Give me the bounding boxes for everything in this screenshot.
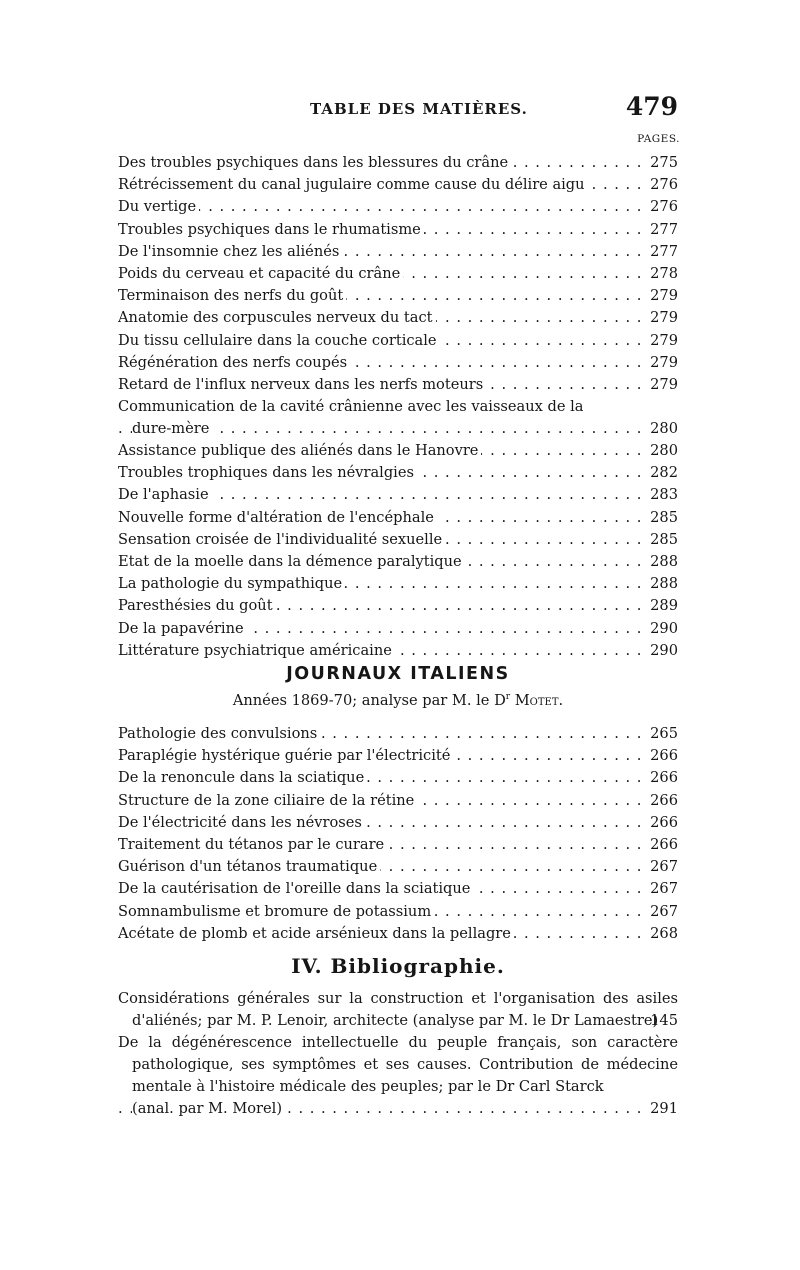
toc-entry-title: Rétrécissement du canal jugulaire comme cause du délire aigu <box>118 176 588 193</box>
toc-entry <box>118 263 678 285</box>
toc-entry <box>118 529 678 551</box>
toc-entry-title: Structure de la zone ciliaire de la rétine <box>118 792 417 809</box>
bibliography-entry-last-line <box>118 1098 678 1120</box>
toc-entry-page: 290 <box>646 618 678 640</box>
toc-entry <box>118 507 678 529</box>
toc-entry-page: 275 <box>646 152 678 174</box>
toc-entry-title: Troubles trophiques dans les névralgies <box>118 464 417 481</box>
toc-entry-title: Acétate de plomb et acide arsénieux dans la pellagre <box>118 925 514 942</box>
toc-entry <box>118 834 678 856</box>
toc-entry-page: 267 <box>646 878 678 900</box>
toc-entry-title: Terminaison des nerfs du goût <box>118 287 346 304</box>
toc-entry <box>118 618 678 640</box>
toc-entry <box>118 745 678 767</box>
toc-entry <box>118 595 678 617</box>
toc-entry-title: Assistance publique des aliénés dans le Hanovre <box>118 442 481 459</box>
bibliography-entry <box>118 1032 678 1098</box>
toc-entry-page: 266 <box>646 812 678 834</box>
toc-entry-page: 279 <box>646 352 678 374</box>
toc-entry-title: Du vertige <box>118 198 199 215</box>
bibliography-entry-page: 145 <box>660 1010 678 1032</box>
section-heading-journaux-italiens: JOURNAUX ITALIENS <box>286 664 510 684</box>
toc-entry-page: 288 <box>646 573 678 595</box>
toc-entry-page: 290 <box>646 640 678 662</box>
toc-entry-title: Somnambulisme et bromure de potassium <box>118 903 434 920</box>
toc-entry-title: De l'insomnie chez les aliénés <box>118 243 342 260</box>
subtitle-author: Motet. <box>514 692 564 709</box>
toc-entry-page: 280 <box>646 440 678 462</box>
bibliography-entry-text: De la dégénérescence intellectuelle du peuple français, son caractère pathologique, ses symptômes et ses causes. Contribution de médecine mentale à l'histoire médicale des peuples; par le Dr Carl Starck <box>118 1034 678 1095</box>
toc-entry-page: 277 <box>646 219 678 241</box>
toc-entry-page: 278 <box>646 263 678 285</box>
toc-entry-page: 279 <box>646 330 678 352</box>
toc-entry <box>118 484 678 506</box>
pages-column-label: PAGES. <box>637 133 680 145</box>
toc-entry-page: 277 <box>646 241 678 263</box>
toc-entry-title: De la renoncule dans la sciatique <box>118 769 367 786</box>
page-header <box>118 92 678 128</box>
page-number: 479 <box>625 92 678 121</box>
toc-entry-page: 267 <box>646 856 678 878</box>
toc-entry-page: 266 <box>646 834 678 856</box>
toc-entry <box>118 551 678 573</box>
table-of-contents-italian <box>118 723 678 945</box>
toc-entry-page: 276 <box>646 196 678 218</box>
toc-entry <box>118 790 678 812</box>
bibliography-heading: IV. Bibliographie. <box>291 954 505 978</box>
toc-entry-title-line2 <box>118 418 678 440</box>
toc-entry <box>118 196 678 218</box>
bibliography-entry <box>118 988 678 1032</box>
toc-entry-page: 276 <box>646 174 678 196</box>
toc-entry <box>118 878 678 900</box>
toc-entry-title: Régénération des nerfs coupés <box>118 354 350 371</box>
toc-entry-title: Poids du cerveau et capacité du crâne <box>118 265 403 282</box>
toc-entry-title: Pathologie des convulsions <box>118 725 320 742</box>
toc-entry-title: De l'aphasie <box>118 486 212 503</box>
toc-entry <box>118 374 678 396</box>
toc-entry <box>118 219 678 241</box>
toc-entry-page: 267 <box>646 901 678 923</box>
toc-entry-page: 285 <box>646 507 678 529</box>
toc-entry-title: De la papavérine <box>118 620 247 637</box>
toc-entry-page: 289 <box>646 595 678 617</box>
running-title: TABLE DES MATIÈRES. <box>310 100 528 118</box>
toc-entry-page: 280 <box>646 418 678 440</box>
toc-entry-page: 285 <box>646 529 678 551</box>
toc-entry <box>118 241 678 263</box>
toc-entry <box>118 923 678 945</box>
toc-entry-page: 279 <box>646 285 678 307</box>
toc-entry <box>118 285 678 307</box>
toc-entry-title: Littérature psychiatrique américaine <box>118 642 395 659</box>
toc-entry-page: 288 <box>646 551 678 573</box>
subtitle-superscript: r <box>505 692 511 703</box>
toc-entry-title: Troubles psychiques dans le rhumatisme <box>118 221 424 238</box>
toc-entry-page: 282 <box>646 462 678 484</box>
toc-entry-title: Paresthésies du goût <box>118 597 276 614</box>
bibliography-entry-credit: (anal. par M. Morel) <box>132 1100 285 1117</box>
toc-entry-page: 266 <box>646 790 678 812</box>
toc-entry-page: 268 <box>646 923 678 945</box>
toc-entry <box>118 330 678 352</box>
toc-entry <box>118 440 678 462</box>
toc-entry-title: Retard de l'influx nerveux dans les nerfs moteurs <box>118 376 486 393</box>
toc-entry <box>118 352 678 374</box>
toc-entry <box>118 856 678 878</box>
toc-entry-title: Guérison d'un tétanos traumatique <box>118 858 380 875</box>
toc-entry-title: Etat de la moelle dans la démence paralytique <box>118 553 465 570</box>
bibliography-entry-text: Considérations générales sur la construction et l'organisation des asiles d'aliénés; par M. P. Lenoir, architecte (analyse par M. le Dr Lamaestre) <box>118 990 678 1029</box>
toc-entry-title: Des troubles psychiques dans les blessures du crâne <box>118 154 511 171</box>
table-of-contents-wrapped-entry <box>118 396 678 440</box>
toc-entry <box>118 462 678 484</box>
toc-entry <box>118 307 678 329</box>
toc-entry-title: Sensation croisée de l'individualité sexuelle <box>118 531 445 548</box>
section-subtitle <box>118 692 678 709</box>
toc-entry-page: 265 <box>646 723 678 745</box>
toc-entry-page: 266 <box>646 767 678 789</box>
toc-entry-title-line1: Communication de la cavité crânienne avec les vaisseaux de la <box>118 398 584 415</box>
toc-entry <box>118 812 678 834</box>
toc-entry-title: Nouvelle forme d'altération de l'encéphale <box>118 509 437 526</box>
toc-entry-title: Anatomie des corpuscules nerveux du tact <box>118 309 436 326</box>
toc-entry <box>118 640 678 662</box>
bibliography-entry-page: 291 <box>646 1098 678 1120</box>
toc-entry <box>118 396 678 440</box>
toc-entry-title: Traitement du tétanos par le curare <box>118 836 387 853</box>
toc-entry-page: 279 <box>646 374 678 396</box>
toc-entry <box>118 152 678 174</box>
toc-entry-title: dure-mère <box>132 420 212 437</box>
toc-entry-page: 266 <box>646 745 678 767</box>
toc-entry <box>118 174 678 196</box>
toc-entry-title: Paraplégie hystérique guérie par l'électricité <box>118 747 453 764</box>
toc-entry-page: 279 <box>646 307 678 329</box>
toc-entry <box>118 767 678 789</box>
toc-entry-title: De la cautérisation de l'oreille dans la sciatique <box>118 880 473 897</box>
toc-entry-title: La pathologie du sympathique <box>118 575 345 592</box>
toc-entry-title: Du tissu cellulaire dans la couche corticale <box>118 332 440 349</box>
toc-entry-title: De l'électricité dans les névroses <box>118 814 365 831</box>
subtitle-text: Années 1869-70; analyse par M. le D <box>232 692 506 709</box>
toc-entry <box>118 573 678 595</box>
toc-entry <box>118 901 678 923</box>
table-of-contents-part-1 <box>118 152 678 396</box>
toc-entry <box>118 723 678 745</box>
toc-entry-page: 283 <box>646 484 678 506</box>
bibliography-list <box>118 988 678 1120</box>
table-of-contents-part-2 <box>118 440 678 662</box>
